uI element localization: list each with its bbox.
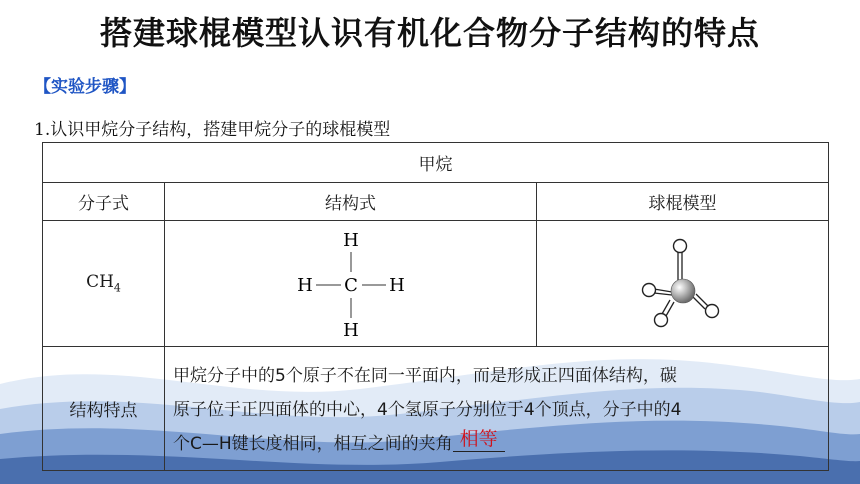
step-text: 认识甲烷分子结构，搭建甲烷分子的球棍模型 (50, 120, 391, 140)
atom-h-top: H (342, 229, 359, 251)
feature-description (165, 347, 829, 471)
hydrogen-atom-icon (673, 239, 686, 252)
feature-line-3-text: 个C—H键长度相同，相互之间的夹角 (173, 433, 453, 454)
feature-line-2: 原子位于正四面体的中心，4个氢原子分别位于4个顶点，分子中的4 (173, 399, 682, 420)
feature-label: 结构特点 (43, 347, 165, 471)
table-caption: 甲烷 (43, 143, 829, 183)
hydrogen-atom-icon (642, 283, 655, 296)
methane-table (42, 142, 829, 471)
hydrogen-atom-icon (654, 313, 667, 326)
molecular-formula (43, 221, 165, 347)
atom-c-center: C (343, 274, 358, 296)
answer-blank[interactable]: 相等 (453, 427, 505, 452)
step-number: 1. (34, 120, 51, 140)
feature-line-3 (173, 427, 818, 461)
atom-h-left: H (296, 274, 313, 296)
ball-stick-model-cell (537, 221, 829, 347)
page-title: 搭建球棍模型认识有机化合物分子结构的特点 (99, 14, 760, 52)
carbon-atom-icon (671, 279, 695, 303)
structural-formula-diagram (291, 226, 411, 342)
feature-line-1: 甲烷分子中的5个原子不在同一平面内，而是形成正四面体结构，碳 (173, 365, 677, 386)
header-structural-formula: 结构式 (165, 183, 537, 221)
header-molecular-formula: 分子式 (43, 183, 165, 221)
structural-formula-cell (165, 221, 537, 347)
step-heading (34, 115, 390, 140)
header-ball-stick-model: 球棍模型 (537, 183, 829, 221)
formula-subscript: 4 (113, 281, 121, 295)
ball-stick-model (638, 234, 728, 334)
formula-main: CH (86, 272, 114, 293)
atom-h-right: H (388, 274, 405, 296)
hydrogen-atom-icon (705, 304, 718, 317)
atom-h-bottom: H (342, 319, 359, 341)
section-tag: 【实验步骤】 (34, 77, 136, 97)
